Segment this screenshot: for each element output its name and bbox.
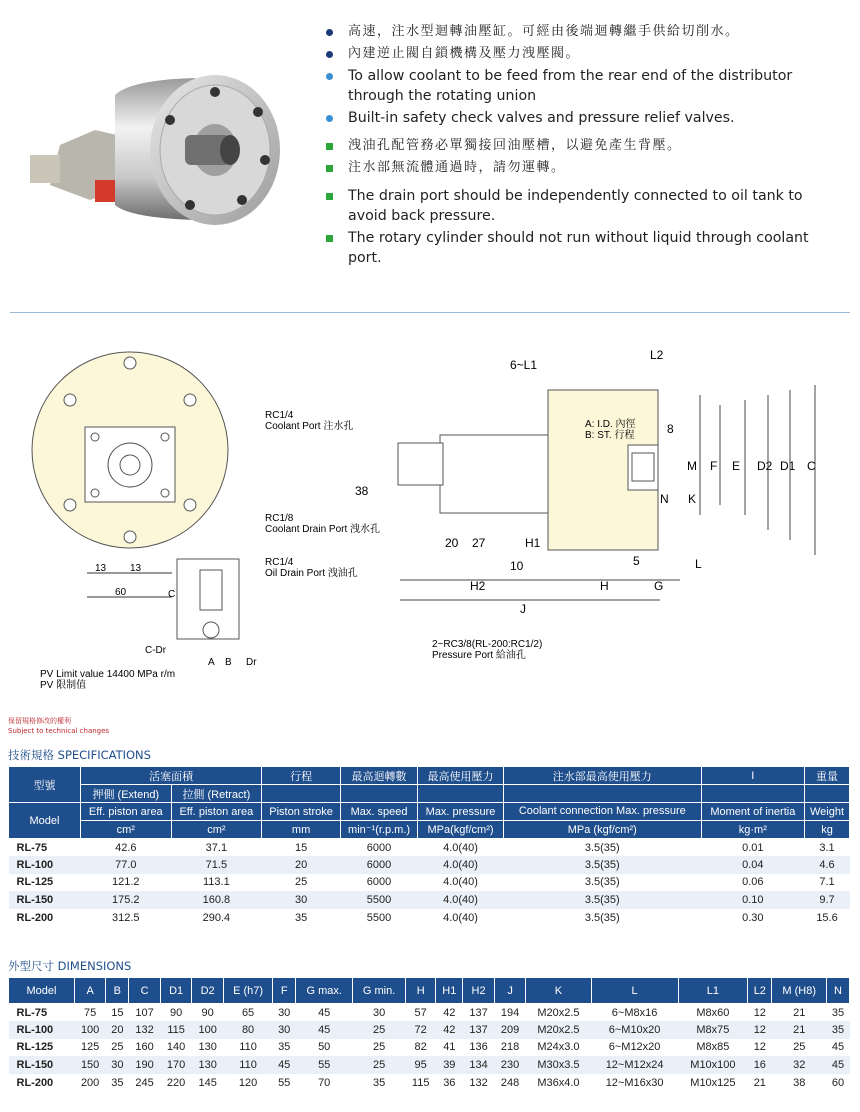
table-cell: M10x125 [690,1076,736,1089]
table-cell: 15.6 [816,911,838,924]
product-photo [20,50,300,240]
table-cell: 45 [318,1006,331,1019]
dim-label: M [687,459,697,473]
dim-header: G min. [353,978,406,1004]
dim-label: D1 [780,459,796,473]
table-cell: 6000 [366,876,392,889]
table-cell: 110 [239,1041,257,1054]
dim-header: A [74,978,106,1004]
table-cell: 36 [443,1076,456,1089]
table-cell: 57 [414,1006,427,1019]
table-cell: 150 [74,1056,106,1074]
dim-header: K [526,978,591,1004]
feature-item: 內建逆止閥自鎖機構及壓力洩壓閥。 [322,44,842,64]
table-cell: 175.2 [81,891,172,909]
dim-label: H1 [525,536,541,550]
dim-label: 6~L1 [510,358,538,372]
bullet-dot-icon [326,29,333,36]
th-speed: 最高迴轉數 [341,767,418,785]
table-cell: 132 [129,1021,161,1039]
model-cell: RL-125 [16,876,54,889]
technical-notice: 保留規格修改的權利 Subject to technical changes [8,717,110,735]
dim-label: 5 [633,554,640,568]
table-cell: 132 [469,1076,488,1089]
table-cell: 194 [500,1006,520,1019]
table-cell: 25 [353,1056,406,1074]
table-cell: 12~M12x24 [591,1056,678,1074]
dim-header: E (h7) [223,978,272,1004]
feature-item: Built-in safety check valves and pressure relief valves. [322,108,842,128]
dim-header: N [826,978,849,1004]
table-cell: 82 [414,1041,427,1054]
bullet-square-icon [326,193,333,200]
table-row [9,1074,850,1092]
table-cell: 35 [831,1006,845,1019]
table-cell: 3.5(35) [503,856,701,874]
schematic-label: Dr [246,657,257,668]
table-cell: 39 [436,1056,463,1074]
feature-item: The drain port should be independently connected to oil tank to avoid back pressure. [322,186,842,226]
dim-label: C [807,459,816,473]
bullet-dot-icon [326,73,333,80]
table-cell: 80 [223,1021,272,1039]
table-cell: 15 [111,1006,124,1019]
feature-item: 注水部無流體通過時，請勿運轉。 [322,158,842,178]
table-cell: 121.2 [112,876,140,889]
table-cell: 12 [753,1041,766,1054]
port-label: RC1/4 [265,410,294,421]
table-cell: 125 [80,1041,100,1054]
model-cell: RL-75 [16,1006,48,1019]
table-cell: 6000 [366,841,392,854]
table-row [9,1004,850,1022]
table-cell: 71.5 [171,856,262,874]
dim-label: 20 [445,536,459,550]
note-label: B: ST. 行程 [585,430,635,441]
table-cell: 45 [273,1056,296,1074]
port-label: 2~RC3/8(RL-200:RC1/2) [432,639,543,650]
table-cell: 16 [748,1056,772,1074]
table-cell: 200 [80,1076,100,1089]
pv-note: PV Limit value 14400 MPa r/m [40,669,176,680]
dim-header: D1 [160,978,192,1004]
table-cell: 21 [772,1021,826,1039]
table-cell: M20x2.5 [537,1006,580,1019]
table-cell: 4.0(40) [443,911,478,924]
feature-list [322,22,842,270]
dim-label: G [654,579,664,593]
table-cell: 42.6 [115,841,137,854]
table-cell: 115 [160,1021,192,1039]
table-cell: 0.01 [742,841,764,854]
model-cell: RL-150 [9,1056,75,1074]
model-cell: RL-75 [16,841,48,854]
section-divider [10,312,850,313]
table-cell: M8x60 [696,1006,730,1019]
bullet-dot-icon [326,115,333,122]
table-cell: 248 [500,1076,520,1089]
table-cell: 65 [241,1006,255,1019]
bullet-square-icon [326,165,333,172]
table-cell: 0.04 [701,856,804,874]
th-model-zh: 型號 [9,767,81,803]
dim-label: 13 [130,563,142,574]
dim-label: H2 [470,579,486,593]
table-cell: 136 [469,1041,488,1054]
table-cell: 30 [273,1021,296,1039]
table-cell: 42 [443,1006,456,1019]
table-cell: 245 [135,1076,154,1089]
table-cell: 3.5(35) [584,911,620,924]
dim-label: 10 [510,559,524,573]
table-cell: 3.5(35) [584,876,620,889]
note-label: A: I.D. 內徑 [585,419,636,430]
table-cell: 312.5 [112,911,140,924]
table-cell: 25 [372,1041,386,1054]
table-row [9,839,850,857]
table-cell: 12 [753,1006,766,1019]
th-model: Model [9,803,81,839]
table-cell: 90 [169,1006,183,1019]
table-cell: 5500 [366,911,392,924]
table-cell: 3.1 [819,841,835,854]
table-cell: 70 [318,1076,331,1089]
feature-item: The rotary cylinder should not run without liquid through coolant port. [322,228,842,268]
dim-header: D2 [192,978,224,1004]
table-cell: M10x100 [678,1056,747,1074]
table-cell: 50 [318,1041,331,1054]
dim-label: 13 [95,563,107,574]
dim-label: 38 [355,484,369,498]
table-cell: 30 [372,1006,386,1019]
dim-header: L2 [748,978,772,1004]
dim-label: F [710,459,718,473]
table-cell: 130 [198,1041,217,1054]
table-cell: 100 [192,1021,224,1039]
th-inertia: I [701,767,804,785]
table-cell: 9.7 [805,891,850,909]
table-cell: 45 [831,1041,845,1054]
pv-note: PV 限制值 [40,680,87,691]
dim-header: F [273,978,296,1004]
table-cell: 55 [278,1076,291,1089]
table-cell: 160 [135,1041,154,1054]
dim-label: 27 [472,536,486,550]
table-cell: 30 [106,1056,129,1074]
dim-header: H1 [436,978,463,1004]
dim-header: H [405,978,435,1004]
table-cell: 120 [238,1076,258,1089]
dim-label: 8 [667,422,674,436]
schematic-label: C-Dr [145,645,167,656]
table-cell: M36x4.0 [537,1076,580,1089]
th-pressure: 最高使用壓力 [418,767,504,785]
table-cell: 60 [831,1076,845,1089]
schematic-label: C [168,589,176,600]
dim-header: C [129,978,161,1004]
dimension-table [8,977,850,1091]
table-cell: 140 [166,1041,186,1054]
dim-header: L [591,978,678,1004]
table-cell: 113.1 [203,876,230,889]
table-cell: 218 [500,1041,520,1054]
table-cell: 45 [826,1056,849,1074]
table-cell: 6~M8x16 [611,1006,658,1019]
table-cell: 15 [294,841,308,854]
table-cell: 137 [469,1006,488,1019]
table-cell: 30 [278,1006,291,1019]
table-cell: 3.5(35) [584,841,620,854]
dim-header: J [494,978,526,1004]
dim-header: H2 [463,978,495,1004]
dim-header: G max. [296,978,353,1004]
table-cell: 35 [372,1076,386,1089]
table-cell: 145 [198,1076,217,1089]
dim-label: D2 [757,459,773,473]
table-cell: 4.0(40) [418,856,504,874]
table-cell: M8x75 [678,1021,747,1039]
dim-header: B [106,978,129,1004]
dim-header: L1 [678,978,747,1004]
table-cell: 0.06 [742,876,764,889]
table-cell: 32 [772,1056,826,1074]
th-extend: 押側 (Extend) [81,785,172,803]
model-cell: RL-100 [9,856,81,874]
spec-title: 技術規格 SPECIFICATIONS [8,748,151,762]
table-cell: 12 [748,1021,772,1039]
table-row [9,874,850,892]
table-cell: 220 [166,1076,186,1089]
table-cell: 6000 [341,856,418,874]
table-cell: 21 [793,1006,806,1019]
table-cell: 3.5(35) [503,891,701,909]
dim-label: N [660,492,669,506]
th-retract: 拉側 (Retract) [171,785,262,803]
dim-header: Model [9,978,75,1004]
feature-item: 洩油孔配管務必單獨接回油壓槽，以避免產生背壓。 [322,136,842,156]
table-row [9,1039,850,1057]
dim-header: M (H8) [772,978,826,1004]
table-cell: 55 [296,1056,353,1074]
table-row [9,891,850,909]
table-cell: 4.6 [805,856,850,874]
table-cell: 25 [793,1041,806,1054]
table-cell: 75 [84,1006,97,1019]
table-cell: 6~M12x20 [608,1041,661,1054]
table-cell: 110 [223,1056,272,1074]
table-cell: M30x3.5 [526,1056,591,1074]
model-cell: RL-200 [16,911,54,924]
table-cell: 190 [129,1056,161,1074]
table-cell: 4.0(40) [443,841,478,854]
table-cell: 25 [294,876,308,889]
dim-label: L2 [650,348,664,362]
dim-label: 60 [115,587,127,598]
feature-item: To allow coolant to be feed from the rear end of the distributor through the rotating union [322,66,842,106]
table-cell: 4.0(40) [443,876,478,889]
table-cell: 42 [436,1021,463,1039]
table-cell: 130 [192,1056,224,1074]
table-cell: M8x85 [696,1041,730,1054]
table-cell: 95 [405,1056,435,1074]
table-cell: 35 [826,1021,849,1039]
th-piston-area: 活塞面積 [81,767,262,785]
port-label: Oil Drain Port 洩油孔 [265,568,358,579]
port-label: Pressure Port 給油孔 [432,650,526,661]
table-cell: 35 [294,911,308,924]
dim-label: L [695,557,702,571]
port-label: RC1/8 [265,513,294,524]
bullet-dot-icon [326,51,333,58]
th-coolant: 注水部最高使用壓力 [503,767,701,785]
table-cell: 12~M16x30 [605,1076,664,1089]
table-cell: 209 [494,1021,526,1039]
table-row [9,1056,850,1074]
technical-drawing [20,325,850,705]
table-cell: 107 [135,1006,154,1019]
table-cell: 134 [463,1056,495,1074]
table-cell: 5500 [341,891,418,909]
th-weight: 重量 [805,767,850,785]
table-cell: M20x2.5 [526,1021,591,1039]
table-row [9,856,850,874]
model-cell: RL-100 [9,1021,75,1039]
dim-label: K [688,492,697,506]
table-cell: 77.0 [81,856,172,874]
model-cell: RL-125 [16,1041,54,1054]
dim-label: E [732,459,741,473]
dim-title: 外型尺寸 DIMENSIONS [8,959,132,973]
table-cell: 30 [262,891,341,909]
table-cell: 25 [111,1041,124,1054]
table-cell: 4.0(40) [418,891,504,909]
dim-label: H [600,579,609,593]
table-cell: 160.8 [171,891,262,909]
model-cell: RL-150 [9,891,81,909]
schematic-label: A [208,657,215,668]
table-cell: 0.30 [742,911,764,924]
feature-item: 高速，注水型迴轉油壓缸。可經由後端迴轉繼手供給切削水。 [322,22,842,42]
port-label: RC1/4 [265,557,294,568]
table-cell: 7.1 [819,876,835,889]
table-cell: 37.1 [205,841,228,854]
table-cell: 35 [111,1076,124,1089]
table-cell: 0.10 [701,891,804,909]
bullet-square-icon [326,143,333,150]
table-cell: 25 [353,1021,406,1039]
th-stroke: 行程 [262,767,341,785]
spec-table: 型號 活塞面積 行程 最高迴轉數 最高使用壓力 注水部最高使用壓力 I 重量 押側 (Extend) 拉側 (Retract) Model Eff. piston area Eff. piston area Piston stroke Max. speed Max. pressure Coolant connection Max. pressure Moment of inertia Weight cm² cm² mm min⁻¹(r.p.m.) MPa(kgf/cm²) MPa (kgf/cm²) kg·m² kg RL-75 42.6 37.1 15 6000 4.0(40) 3.5(35) 0.01 3.1 RL-100 77.0 71.5 20 6000 4.0(40) 3.5(35) 0.04 4.6 RL-125 121.2 113.1 25 6000 4.0(40) 3.5(35) 0.06 7.1 RL-150 175.2 160.8 30 5500 4.0(40) 3.5(35) 0.10 9.7 RL-200 312.5 290.4 35 5500 4.0(40) 3.5(35) 0.30 15.6 [8,766,850,926]
table-cell: M24x3.0 [537,1041,580,1054]
dim-label: J [520,602,526,616]
bullet-square-icon [326,235,333,242]
table-cell: 72 [405,1021,435,1039]
table-cell: 170 [160,1056,192,1074]
table-cell: 20 [106,1021,129,1039]
table-cell: 21 [753,1076,766,1089]
table-cell: 35 [278,1041,291,1054]
table-cell: 41 [443,1041,456,1054]
table-cell: 20 [262,856,341,874]
table-cell: 38 [793,1076,806,1089]
table-cell: 230 [494,1056,526,1074]
table-row [9,1021,850,1039]
table-cell: 45 [296,1021,353,1039]
schematic-label: B [225,657,232,668]
table-cell: 100 [74,1021,106,1039]
table-row [9,909,850,927]
model-cell: RL-200 [16,1076,54,1089]
table-cell: 290.4 [202,911,231,924]
port-label: Coolant Drain Port 洩水孔 [265,524,381,535]
table-cell: 90 [201,1006,214,1019]
table-cell: 137 [463,1021,495,1039]
table-cell: 6~M10x20 [591,1021,678,1039]
table-cell: 115 [411,1076,430,1089]
port-label: Coolant Port 注水孔 [265,421,354,432]
